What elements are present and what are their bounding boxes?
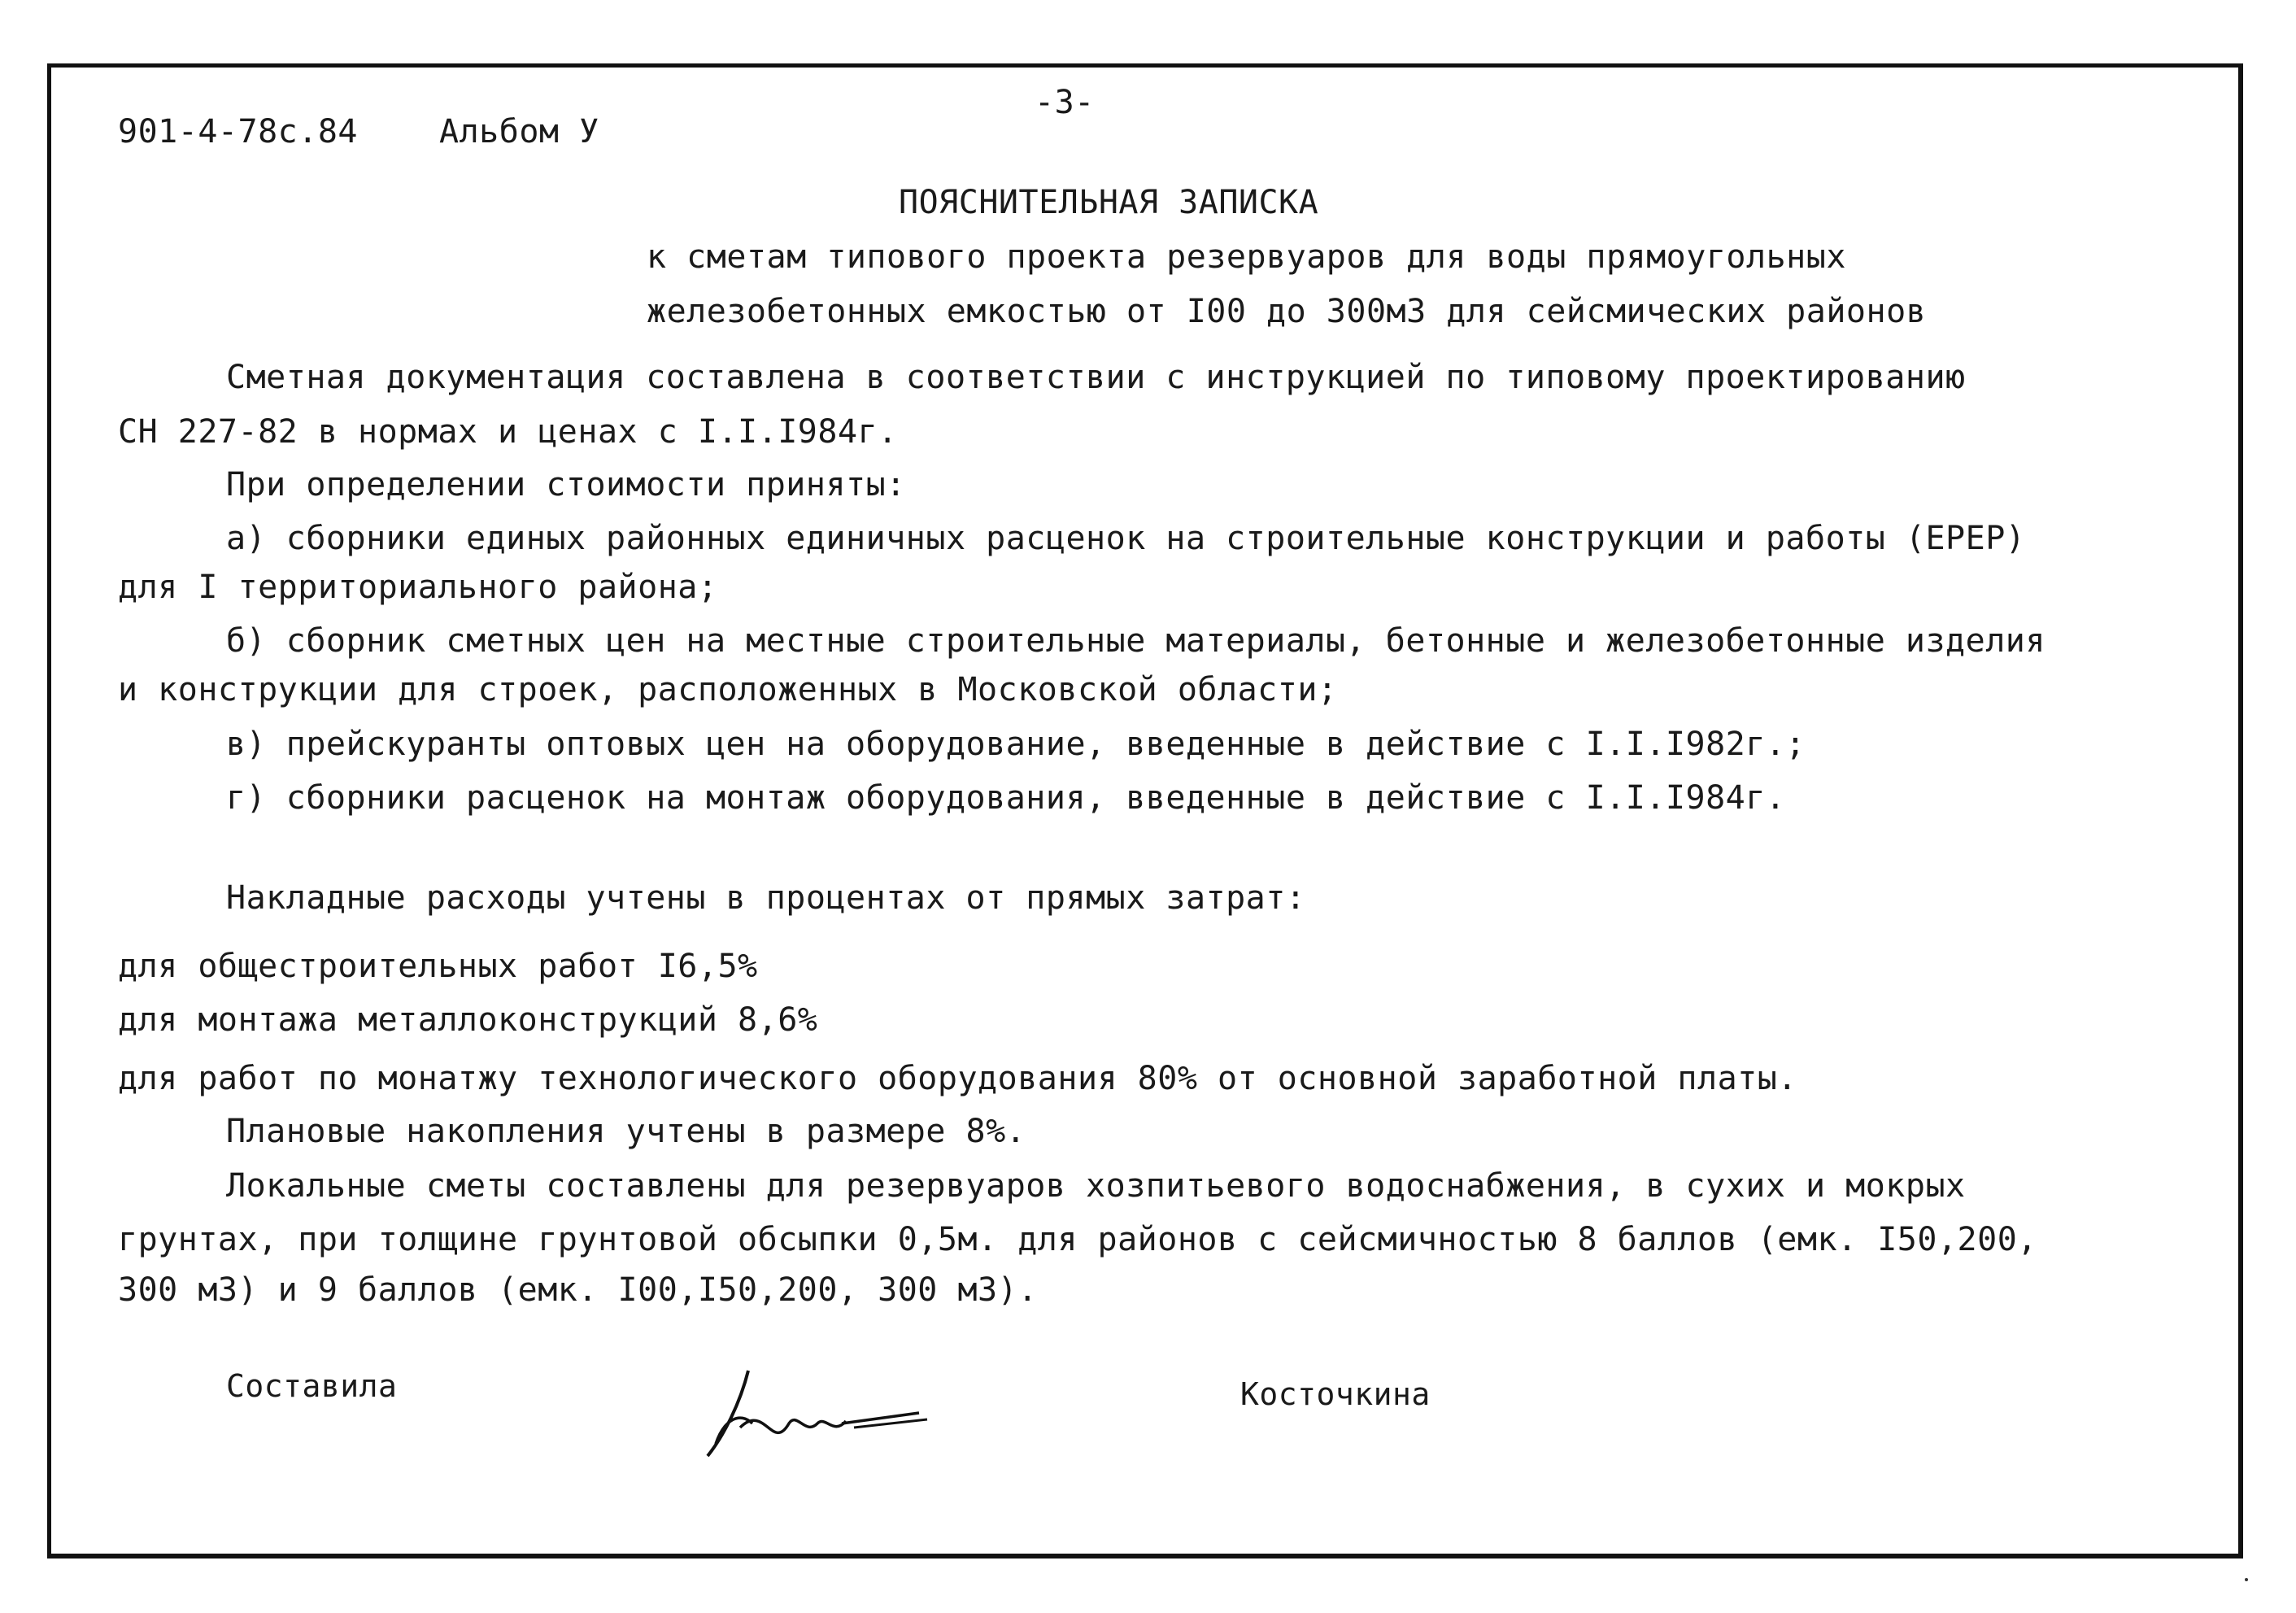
body-line: Плановые накопления учтены в размере 8%. (226, 1113, 1026, 1150)
subtitle-line-1: к сметам типового проекта резервуаров для воды прямоугольных (647, 238, 1846, 276)
compiled-by-name: Косточкина (1240, 1376, 1431, 1412)
document-title: ПОЯСНИТЕЛЬНАЯ ЗАПИСКА (899, 184, 1319, 221)
document-code: 901-4-78с.84 (118, 113, 358, 150)
body-line: СН 227-82 в нормах и ценах с I.I.I984г. (118, 413, 898, 451)
body-line: 300 м3) и 9 баллов (емк. I00,I50,200, 300 м3). (118, 1271, 1038, 1309)
scan-speck (2245, 1578, 2248, 1581)
body-line: а) сборники единых районных единичных расценок на строительные конструкции и работы (ЕРЕР) (226, 520, 2026, 557)
body-line: Локальные сметы составлены для резервуаров хозпитьевого водоснабжения, в сухих и мокрых (226, 1167, 1966, 1205)
body-line: При определении стоимости приняты: (226, 466, 906, 504)
compiled-by-label: Составила (226, 1368, 398, 1404)
body-line: для общестроительных работ I6,5% (118, 948, 758, 985)
body-line: для работ по монатжу технологического оборудования 80% от основной заработной платы. (118, 1060, 1797, 1097)
subtitle-line-2: железобетонных емкостью от I00 до 300м3 для сейсмических районов (647, 293, 1927, 330)
album-label: Альбом У (439, 113, 599, 150)
body-line: Сметная документация составлена в соответствии с инструкцией по типовому проектированию (226, 359, 1966, 396)
body-line: и конструкции для строек, расположенных в Московской области; (118, 671, 1338, 708)
signature-image (691, 1346, 935, 1468)
body-line: в) прейскуранты оптовых цен на оборудование, введенные в действие с I.I.I982г.; (226, 726, 1806, 763)
page-number: -3- (1035, 84, 1095, 121)
body-line: г) сборники расценок на монтаж оборудования, введенные в действие с I.I.I984г. (226, 779, 1786, 817)
body-line: для I территориального района; (118, 569, 718, 606)
body-line: для монтажа металлоконструкций 8,6% (118, 1001, 818, 1039)
body-line: Накладные расходы учтены в процентах от прямых затрат: (226, 879, 1306, 917)
body-line: грунтах, при толщине грунтовой обсыпки 0,5м. для районов с сейсмичностью 8 баллов (емк. I50,200, (118, 1221, 2037, 1258)
body-line: б) сборник сметных цен на местные строительные материалы, бетонные и железобетонные изделия (226, 622, 2045, 660)
